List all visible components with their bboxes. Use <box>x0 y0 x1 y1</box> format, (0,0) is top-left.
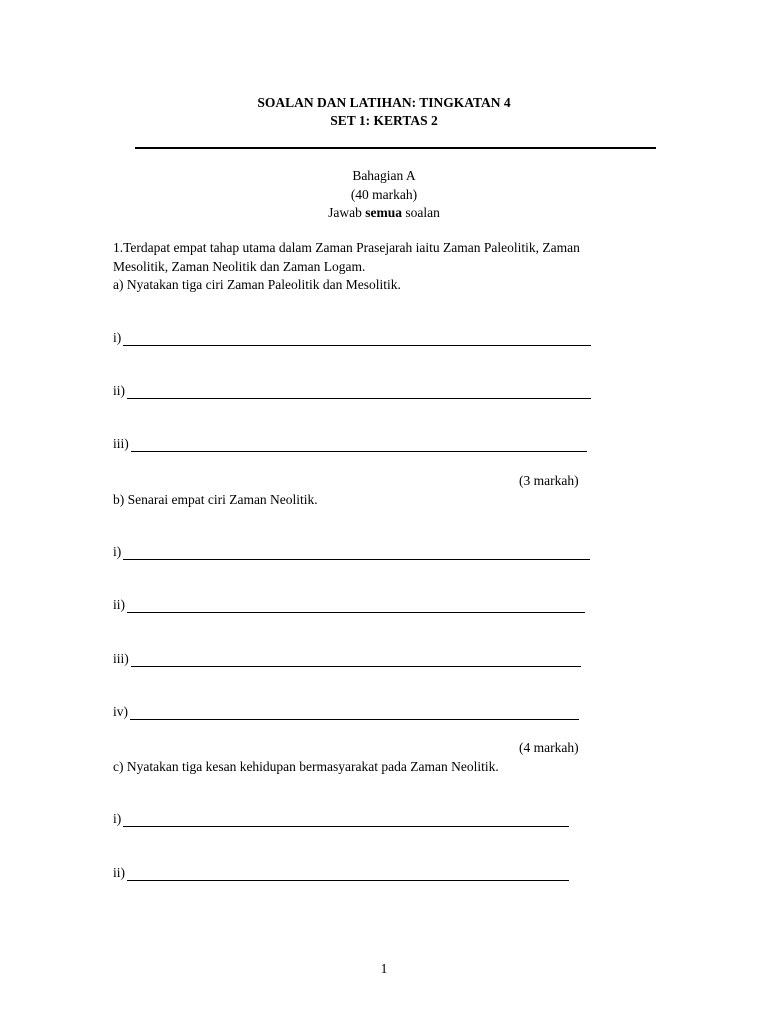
answer-line[interactable] <box>127 600 585 613</box>
part-a-prompt: a) Nyatakan tiga ciri Zaman Paleolitik dan Mesolitik. <box>113 277 401 292</box>
part-a-answer-2 <box>113 383 591 399</box>
part-b-marks: (4 markah) <box>519 740 579 755</box>
page-number: 1 <box>380 961 388 976</box>
section-name: Bahagian A <box>352 168 416 183</box>
answer-line[interactable] <box>127 868 569 881</box>
part-b-answer-4 <box>113 704 579 720</box>
part-b-answer-1 <box>113 544 590 560</box>
answer-line[interactable] <box>123 814 569 827</box>
answer-line[interactable] <box>130 707 579 720</box>
part-b-prompt: b) Senarai empat ciri Zaman Neolitik. <box>113 492 318 507</box>
part-c-prompt: c) Nyatakan tiga kesan kehidupan bermasyarakat pada Zaman Neolitik. <box>113 759 499 774</box>
instruction-emphasis: semua <box>365 205 402 220</box>
part-c-answer-2 <box>113 865 569 881</box>
document-title: SOALAN DAN LATIHAN: TINGKATAN 4 <box>257 95 511 110</box>
answer-line[interactable] <box>123 547 590 560</box>
document-subtitle: SET 1: KERTAS 2 <box>330 113 438 128</box>
part-b-answer-2 <box>113 597 585 613</box>
answer-label: i) <box>113 330 122 345</box>
section-instruction <box>0 205 768 221</box>
instruction-prefix: Jawab <box>328 205 362 220</box>
part-c-answer-1 <box>113 811 569 827</box>
section-marks: (40 markah) <box>350 187 418 202</box>
question-intro-line-1: 1.Terdapat empat tahap utama dalam Zaman Prasejarah iaitu Zaman Paleolitik, Zaman <box>113 240 580 255</box>
answer-label: iv) <box>113 704 128 719</box>
answer-line[interactable] <box>131 654 581 667</box>
part-a-answer-1 <box>113 330 591 346</box>
answer-label: i) <box>113 811 122 826</box>
part-a-marks: (3 markah) <box>519 473 579 488</box>
question-intro-line-2: Mesolitik, Zaman Neolitik dan Zaman Logam. <box>113 259 366 274</box>
answer-label: i) <box>113 544 122 559</box>
header-divider <box>135 147 656 149</box>
answer-line[interactable] <box>123 333 591 346</box>
answer-label: iii) <box>113 436 129 451</box>
part-a-answer-3 <box>113 436 587 452</box>
answer-label: ii) <box>113 597 125 612</box>
part-b-answer-3 <box>113 651 581 667</box>
instruction-suffix: soalan <box>405 205 440 220</box>
answer-label: ii) <box>113 865 125 880</box>
answer-label: iii) <box>113 651 129 666</box>
answer-label: ii) <box>113 383 125 398</box>
answer-line[interactable] <box>131 439 587 452</box>
answer-line[interactable] <box>127 386 591 399</box>
